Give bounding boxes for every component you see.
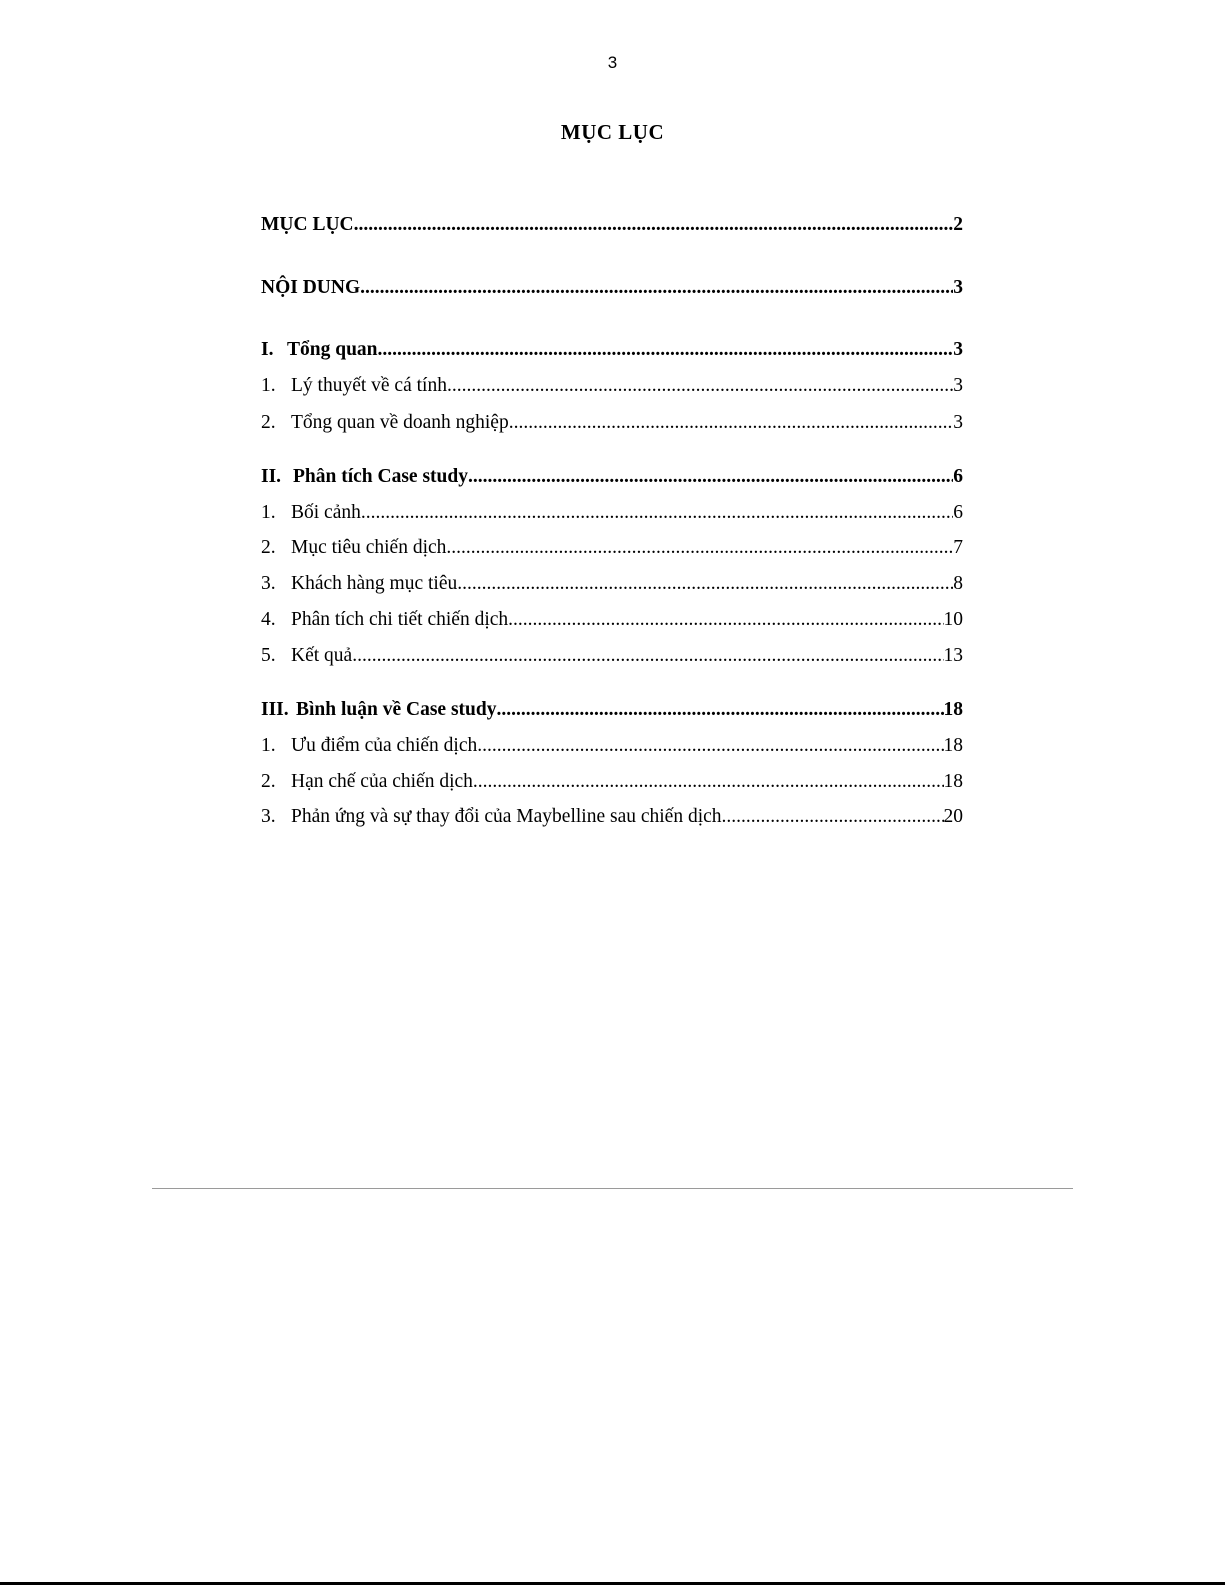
dot-leader — [477, 733, 943, 759]
toc-entry-page: 3 — [953, 339, 963, 360]
toc-entry-label: NỘI DUNG — [261, 277, 361, 298]
toc-entry-section-1[interactable] — [261, 337, 963, 363]
dot-leader — [378, 337, 954, 363]
page-number: 3 — [607, 53, 618, 72]
toc-title: MỤC LỤC — [560, 120, 665, 144]
toc-entry-page: 10 — [943, 609, 963, 630]
toc-entry-number: 3. — [261, 573, 276, 594]
toc-entry-page: 3 — [953, 412, 963, 433]
dot-leader — [508, 607, 943, 633]
toc-entry-page: 6 — [953, 502, 963, 523]
toc-entry-number: 1. — [261, 502, 276, 523]
toc-entry-number: 1. — [261, 735, 276, 756]
toc-entry-label: Tổng quan về doanh nghiệp — [291, 412, 509, 433]
toc-entry-3-2[interactable] — [261, 769, 963, 795]
toc-entry-number: 1. — [261, 375, 276, 396]
toc-entry-number: 2. — [261, 771, 276, 792]
toc-entry-label: Khách hàng mục tiêu — [291, 573, 458, 594]
dot-leader — [361, 500, 953, 526]
toc-entry-label: Bối cảnh — [291, 502, 361, 523]
toc-entry-number: 3. — [261, 806, 276, 827]
toc-entry-page: 3 — [953, 277, 963, 298]
toc-entry-page: 2 — [953, 214, 963, 235]
toc-entry-muc-luc[interactable] — [261, 212, 963, 238]
toc-entry-2-3[interactable] — [261, 571, 963, 597]
toc-entry-2-4[interactable] — [261, 607, 963, 633]
dot-leader — [509, 410, 954, 436]
toc-entry-page: 20 — [943, 806, 963, 827]
toc-entry-label: Phân tích chi tiết chiến dịch — [291, 609, 509, 630]
toc-entry-page: 8 — [953, 573, 963, 594]
dot-leader — [473, 769, 944, 795]
page-separator-line — [152, 1188, 1073, 1189]
toc-entry-page: 3 — [953, 375, 963, 396]
toc-entry-label: Mục tiêu chiến dịch — [291, 537, 447, 558]
toc-entry-page: 6 — [953, 466, 963, 487]
toc-entry-label: Tổng quan — [287, 339, 378, 360]
toc-entry-section-3[interactable] — [261, 697, 963, 723]
toc-entry-label: Kết quả — [291, 645, 353, 666]
toc-entry-number: 2. — [261, 537, 276, 558]
toc-entry-page: 7 — [953, 537, 963, 558]
toc-entry-3-3[interactable] — [261, 804, 963, 830]
toc-entry-label: Phân tích Case study — [293, 466, 468, 487]
dot-leader — [468, 464, 953, 490]
toc-entry-page: 18 — [943, 735, 963, 756]
toc-entry-page: 13 — [943, 645, 963, 666]
dot-leader — [354, 212, 954, 238]
dot-leader — [446, 535, 953, 561]
toc-entry-number: II. — [261, 466, 282, 487]
toc-entry-number: I. — [261, 339, 274, 360]
toc-entry-label: Bình luận về Case study — [296, 699, 497, 720]
toc-entry-label: Phản ứng và sự thay đổi của Maybelline sau chiến dịch — [291, 806, 722, 827]
toc-entry-noi-dung[interactable] — [261, 275, 963, 301]
toc-entry-1-1[interactable] — [261, 373, 963, 399]
toc-entry-1-2[interactable] — [261, 410, 963, 436]
toc-entry-number: 4. — [261, 609, 276, 630]
toc-entry-label: Ưu điểm của chiến dịch — [291, 735, 478, 756]
toc-entry-label: MỤC LỤC — [261, 214, 354, 235]
toc-entry-2-5[interactable] — [261, 643, 963, 669]
dot-leader — [360, 275, 953, 301]
dot-leader — [447, 373, 953, 399]
toc-entry-2-2[interactable] — [261, 535, 963, 561]
dot-leader — [722, 804, 944, 830]
toc-entry-page: 18 — [943, 771, 963, 792]
toc-entry-number: 5. — [261, 645, 276, 666]
toc-entry-number: 2. — [261, 412, 276, 433]
toc-entry-label: Hạn chế của chiến dịch — [291, 771, 473, 792]
toc-entry-label: Lý thuyết về cá tính — [291, 375, 447, 396]
dot-leader — [352, 643, 943, 669]
toc-entry-number: III. — [261, 699, 289, 720]
toc-entry-3-1[interactable] — [261, 733, 963, 759]
dot-leader — [496, 697, 943, 723]
toc-entry-2-1[interactable] — [261, 500, 963, 526]
dot-leader — [457, 571, 953, 597]
toc-entry-section-2[interactable] — [261, 464, 963, 490]
toc-entry-page: 18 — [943, 699, 963, 720]
